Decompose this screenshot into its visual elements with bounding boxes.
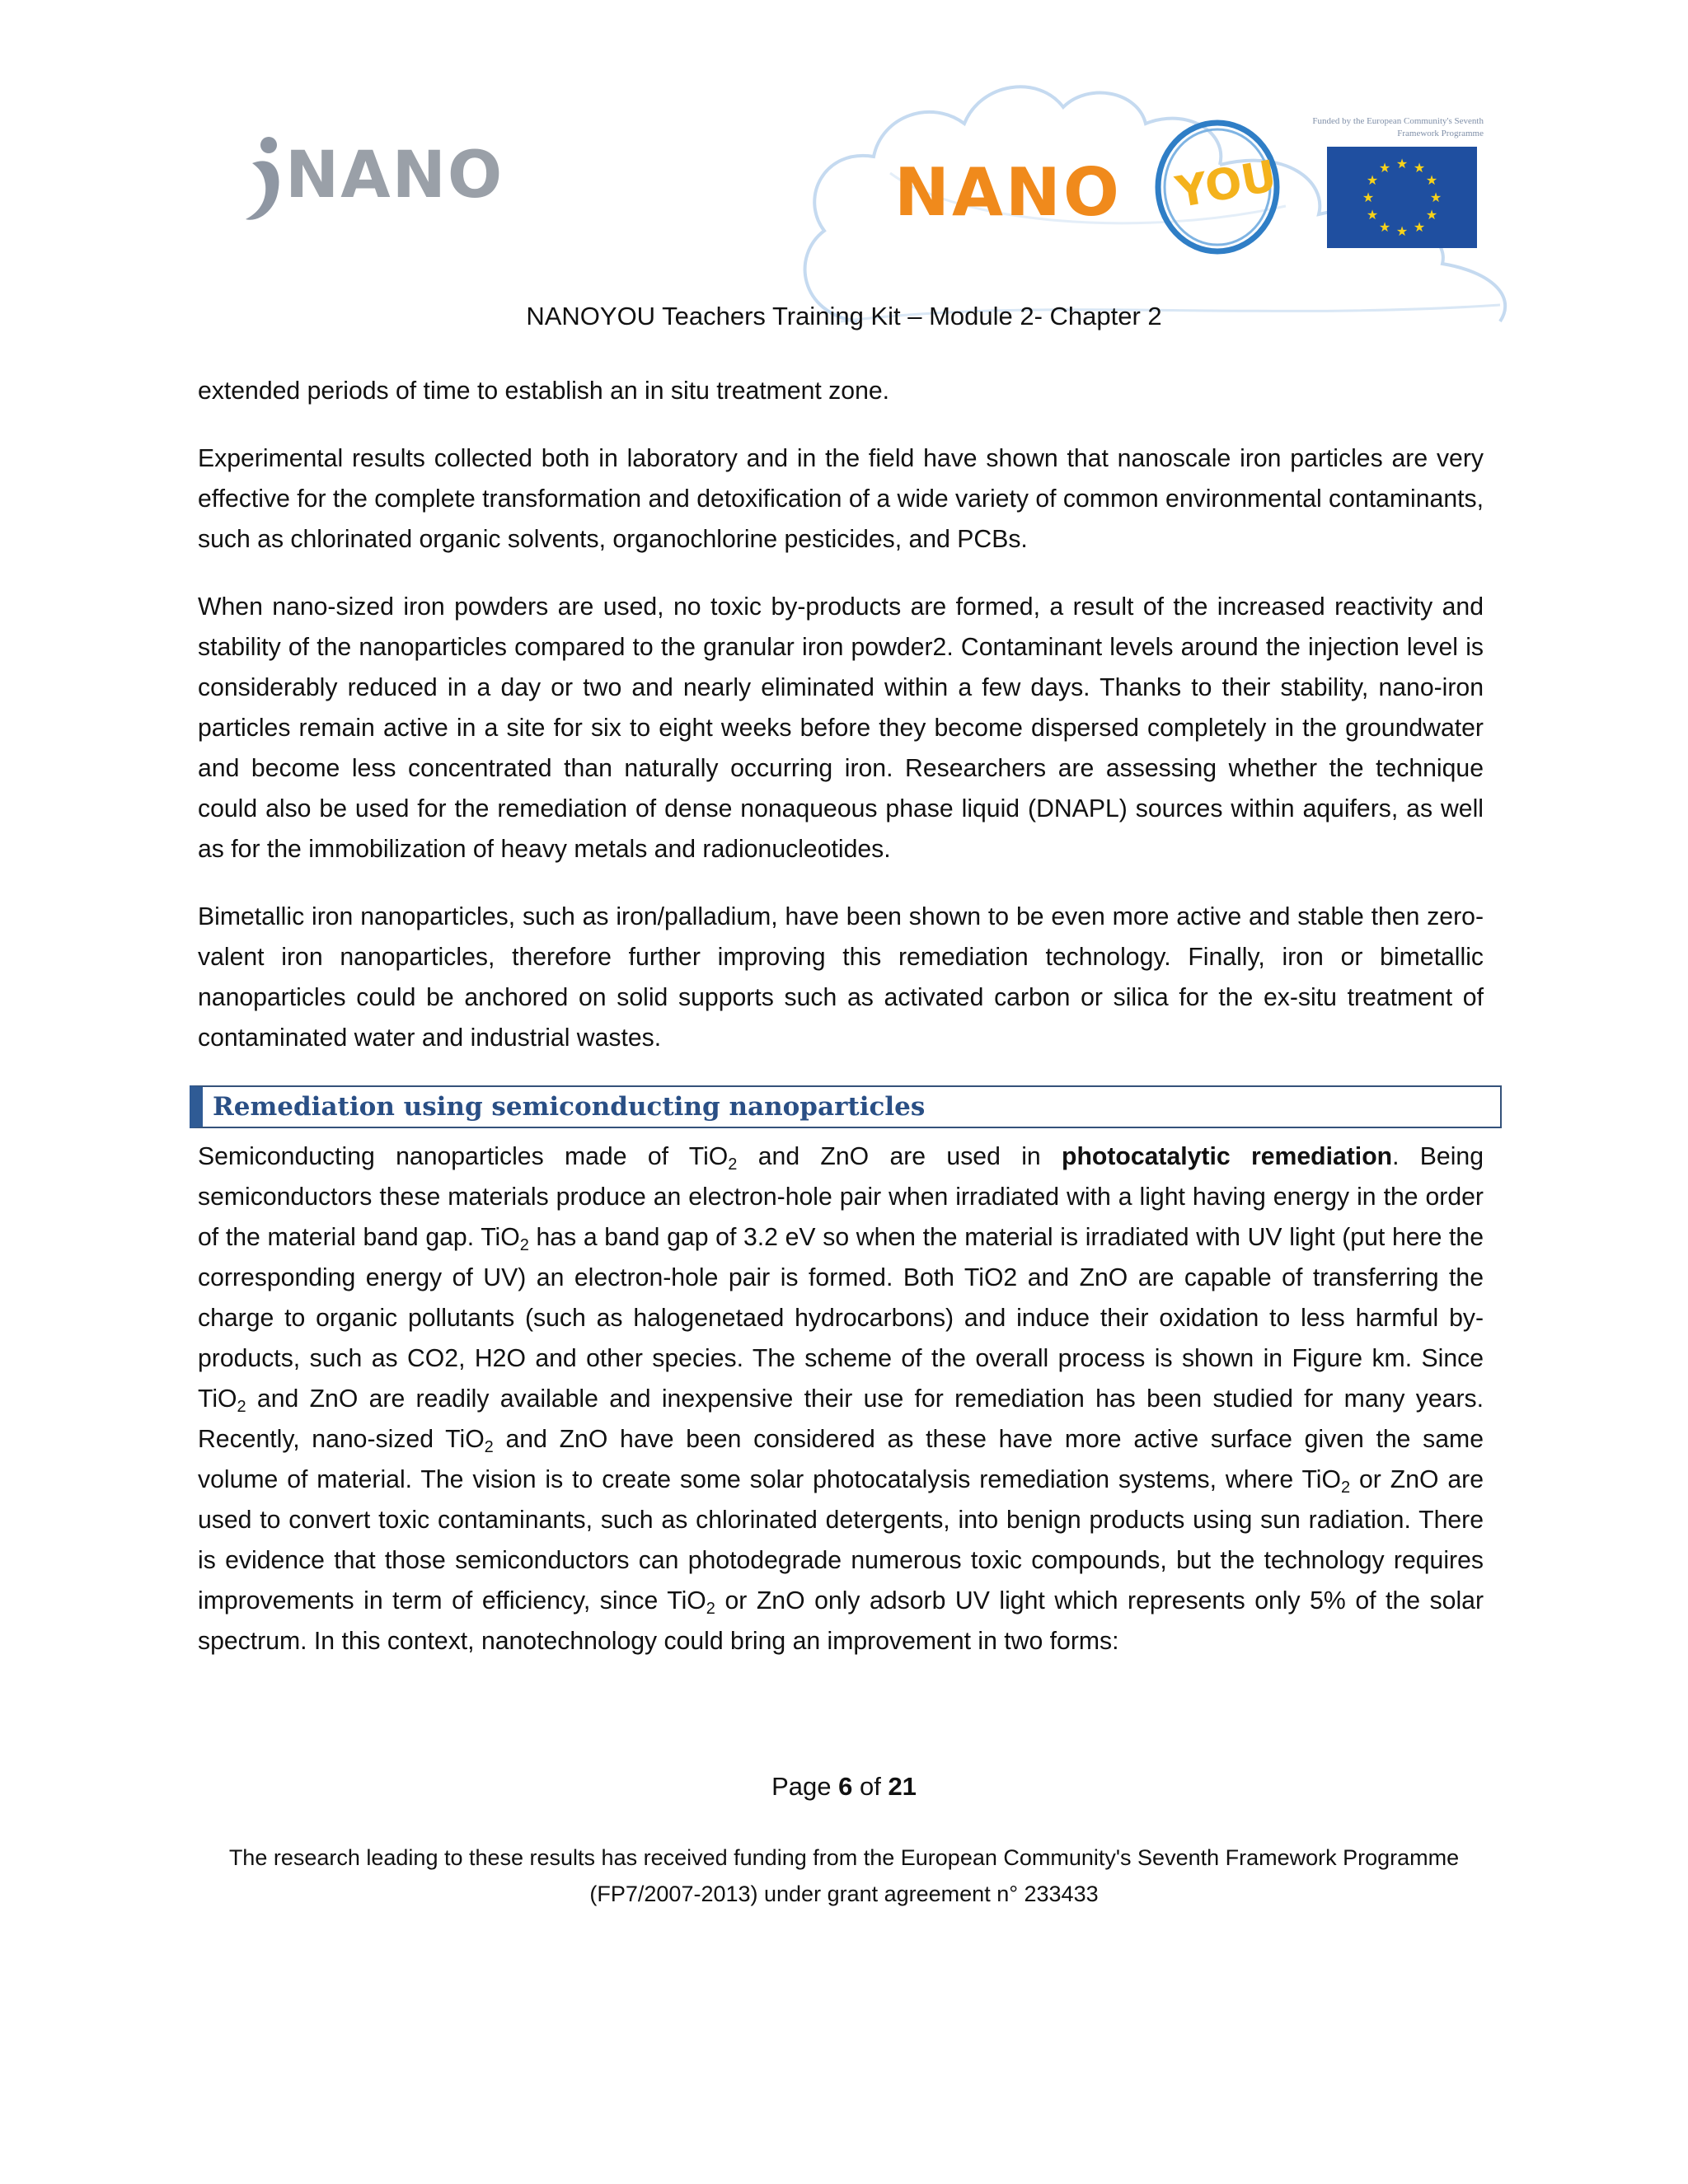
- paragraph: extended periods of time to establish an in situ treatment zone.: [198, 377, 890, 405]
- inano-logo-text: NANO: [285, 138, 504, 213]
- text-run: or ZnO are used to convert toxic contaminants, such as chlorinated detergents, into benign products using sun radiation. There is evidence that those semiconductors can photodegrade numerous toxic compounds, but the technology requires improvements in term of efficiency, since TiO: [198, 1466, 1484, 1615]
- svg-text:★: ★: [1362, 190, 1375, 205]
- text-run: and ZnO are used in: [737, 1143, 1062, 1170]
- section-title: Remediation using semiconducting nanoparticles: [213, 1092, 926, 1122]
- svg-text:★: ★: [1425, 207, 1438, 223]
- inano-logo: [241, 124, 504, 231]
- text-run: has a band gap of 3.2 eV so when the material is irradiated with UV light (put here the corresponding energy of UV) an electron-hole pair is formed. Both TiO2 and ZnO are capable of transferring the charge to organic pollutants (such as halogenetaed hydrocarbons) and induce their oxidation to less harmful by-products, such as CO2, H2O and other species. The scheme of the overall process is shown in Figure km. Since TiO: [198, 1224, 1484, 1413]
- eu-flag-icon: [1327, 147, 1477, 248]
- text-run: and ZnO have been considered as these have more active surface given the same volume of material. The vision is to create some solar photocatalysis remediation systems, where TiO: [198, 1426, 1484, 1493]
- text-run: Semiconducting nanoparticles made of TiO: [198, 1143, 729, 1170]
- paragraph: Experimental results collected both in laboratory and in the field have shown that nanoscale iron particles are very effective for the complete transformation and detoxification of a wide variety of common environmental contaminants, such as chlorinated organic solvents, organochlorine pesticides, and PCBs.: [198, 445, 1484, 553]
- svg-text:★: ★: [1395, 156, 1409, 171]
- paragraph: Bimetallic iron nanoparticles, such as iron/palladium, have been shown to be even more active and stable then zero-valent iron nanoparticles, therefore further improving this remediation technology. Finally, iron or bimetallic nanoparticles could be anchored on solid supports such as activated carbon or silica for the ex-situ treatment of contaminated water and industrial wastes.: [198, 903, 1484, 1052]
- nanoyou-you-ring-icon: [1143, 111, 1292, 260]
- subscript: 2: [728, 1155, 738, 1174]
- page-header: [0, 0, 1688, 346]
- text-run: . Being semiconductors these materials produce an electron-hole pair when irradiated with a light having energy in the order of the material band gap. TiO: [198, 1143, 1484, 1251]
- svg-text:★: ★: [1378, 160, 1391, 176]
- page-current: 6: [838, 1772, 853, 1801]
- page-total: 21: [888, 1772, 917, 1801]
- funding-line: (FP7/2007-2013) under grant agreement n° 233433: [589, 1882, 1099, 1906]
- svg-text:★: ★: [1378, 219, 1391, 235]
- nanoyou-logo-text: NANO: [894, 154, 1122, 231]
- page-number: [0, 1772, 1688, 1802]
- text-run: and ZnO are readily available and inexpensive their use for remediation has been studied for many years. Recently, nano-sized TiO: [198, 1385, 1484, 1453]
- svg-text:★: ★: [1413, 219, 1426, 235]
- subscript: 2: [519, 1236, 529, 1254]
- page-content: [198, 371, 1484, 1689]
- nanoyou-logo: [894, 111, 1290, 260]
- funding-notice: [0, 1840, 1688, 1912]
- subscript: 2: [1340, 1479, 1351, 1497]
- svg-text:★: ★: [1425, 172, 1438, 188]
- page-prefix: Page: [771, 1772, 839, 1801]
- text-run: or ZnO only adsorb UV light which represents only 5% of the solar spectrum. In this context, nanotechnology could bring an improvement in two forms:: [198, 1587, 1484, 1655]
- section-heading-box: [190, 1085, 1502, 1128]
- bold-term: photocatalytic remediation: [1062, 1143, 1393, 1170]
- paragraph: When nano-sized iron powders are used, no toxic by-products are formed, a result of the increased reactivity and stability of the nanoparticles compared to the granular iron powder2. Contaminant levels around the injection level is considerably reduced in a day or two and nearly eliminated within a few days. Thanks to their stability, nano-iron particles remain active in a site for six to eight weeks before they become dispersed completely in the groundwater and become less concentrated than naturally occurring iron. Researchers are assessing whether the technique could also be used for the remediation of dense nonaqueous phase liquid (DNAPL) sources within aquifers, as well as for the immobilization of heavy metals and radionucleotides.: [198, 593, 1484, 863]
- running-head: NANOYOU Teachers Training Kit – Module 2- Chapter 2: [526, 302, 1162, 330]
- svg-text:★: ★: [1413, 160, 1426, 176]
- subscript: 2: [706, 1600, 715, 1618]
- nanoyou-you-text: YOU: [1172, 151, 1281, 218]
- paragraph: [198, 1137, 1484, 1661]
- eu-funding-caption: Funded by the European Community's Seventh Framework Programme: [1312, 116, 1484, 138]
- svg-text:★: ★: [1366, 207, 1379, 223]
- subscript: 2: [484, 1438, 494, 1456]
- svg-text:★: ★: [1366, 172, 1379, 188]
- subscript: 2: [237, 1398, 246, 1416]
- page-of: of: [852, 1772, 889, 1801]
- funding-line: The research leading to these results has received funding from the European Community's Seventh Framework Programme: [228, 1845, 1460, 1870]
- inano-i-mark-icon: [241, 130, 290, 229]
- svg-text:★: ★: [1429, 190, 1442, 205]
- svg-text:★: ★: [1395, 223, 1409, 239]
